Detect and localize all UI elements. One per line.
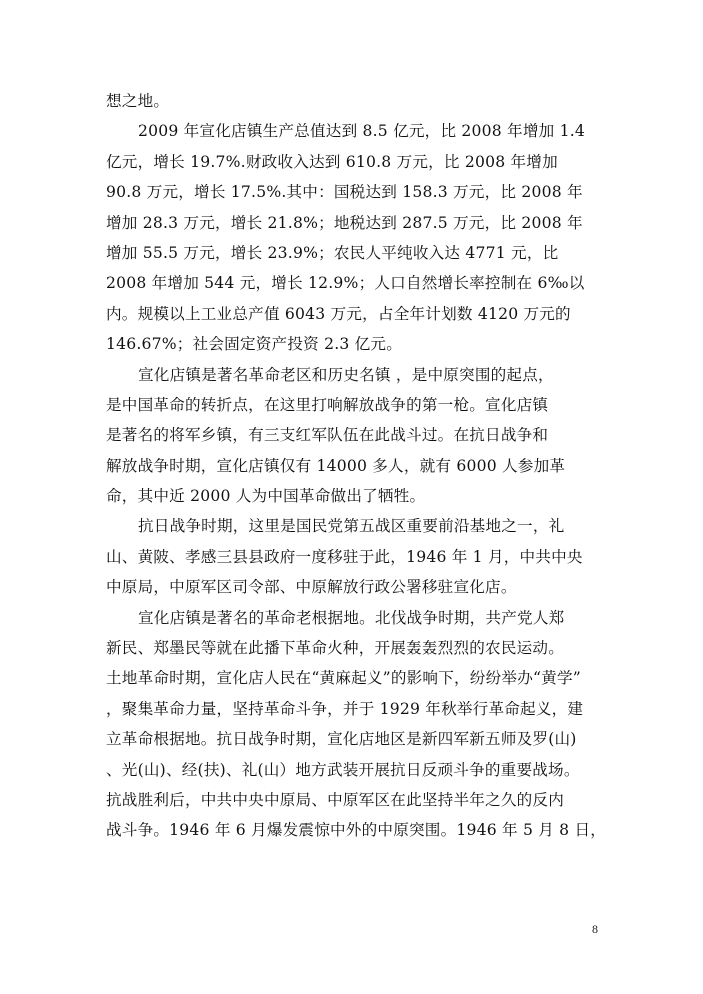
- text-line: 想之地。: [106, 92, 170, 110]
- page-number: 8: [592, 922, 598, 936]
- text-line: ，聚集革命力量，坚持革命斗争，并于 1929 年秋举行革命起义，建: [106, 699, 584, 718]
- text-line: 抗战胜利后，中共中央中原局、中原军区在此坚持半年之久的反内: [106, 790, 565, 809]
- text-line: 是著名的将军乡镇，有三支红军队伍在此战斗过。在抗日战争和: [106, 426, 549, 445]
- text-line: 宣化店镇是著名革命老区和历史名镇 ，是中原突围的起点，: [138, 365, 554, 384]
- text-line: 90.8 万元，增长 17.5%.其中：国税达到 158.3 万元，比 2008 年: [106, 183, 583, 202]
- text-line: 立革命根据地。抗日战争时期，宣化店地区是新四军新五师及罗(山): [106, 730, 577, 749]
- text-line: 宣化店镇是著名的革命老根据地。北伐战争时期，共产党人郑: [138, 608, 565, 627]
- text-line: 增加 55.5 万元，增长 23.9%；农民人平纯收入达 4771 元，比: [106, 243, 559, 262]
- text-line: 战斗争。1946 年 6 月爆发震惊中外的中原突围。1946 年 5 月 8 日，: [106, 821, 607, 840]
- text-line: 2009 年宣化店镇生产总值达到 8.5 亿元，比 2008 年增加 1.4: [138, 122, 585, 141]
- text-line: 增加 28.3 万元，增长 21.8%；地税达到 287.5 万元，比 2008 年: [106, 213, 583, 232]
- text-line: 亿元，增长 19.7%.财政收入达到 610.8 万元，比 2008 年增加: [106, 152, 558, 171]
- text-line: 2008 年增加 544 元，增长 12.9%；人口自然增长率控制在 6‰以: [106, 274, 585, 293]
- text-line: 抗日战争时期，这里是国民党第五战区重要前沿基地之一，礼: [138, 517, 565, 536]
- text-line: 中原局，中原军区司令部、中原解放行政公署移驻宣化店。: [106, 578, 517, 597]
- text-line: 命，其中近 2000 人为中国革命做出了牺牲。: [106, 487, 426, 506]
- text-line: 146.67%；社会固定资产投资 2.3 亿元。: [106, 335, 403, 354]
- text-line: 土地革命时期，宣化店人民在“黄麻起义”的影响下，纷纷举办“黄学”: [106, 669, 581, 688]
- text-line: 解放战争时期，宣化店镇仅有 14000 多人，就有 6000 人参加革: [106, 456, 566, 475]
- text-line: 山、黄陂、孝感三县县政府一度移驻于此，1946 年 1 月，中共中央: [106, 547, 583, 566]
- text-line: 是中国革命的转折点，在这里打响解放战争的第一枪。宣化店镇: [106, 395, 549, 414]
- text-line: 、光(山)、经(扶)、礼(山）地方武装开展抗日反顽斗争的重要战场。: [106, 760, 580, 779]
- body-text: [106, 86, 607, 846]
- text-line: 新民、郑墨民等就在此播下革命火种，开展轰轰烈烈的农民运动。: [106, 639, 565, 658]
- text-line: 内。规模以上工业总产值 6043 万元，占全年计划数 4120 万元的: [106, 304, 571, 323]
